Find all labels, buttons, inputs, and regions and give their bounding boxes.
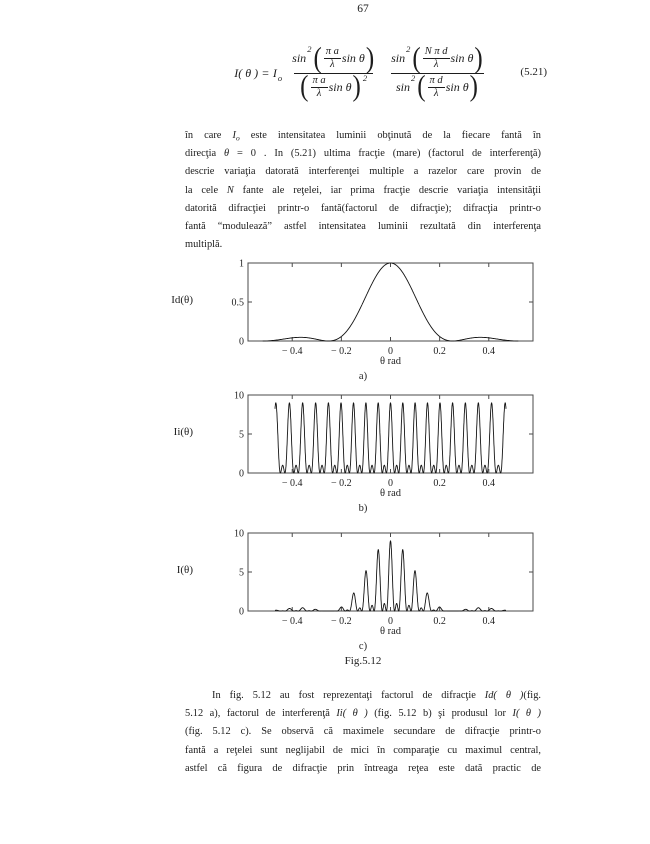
text-run: (fig. xyxy=(523,690,541,701)
plot-box xyxy=(248,263,533,341)
chart-c-ylabel: I(θ) xyxy=(176,564,193,576)
y-tick-label: 0 xyxy=(239,336,244,348)
text-run: fantă “modulează” astfel intensitatea luminii rezultată din interferenţa xyxy=(185,220,541,232)
math-symbol: Ii( θ ) xyxy=(336,708,368,720)
text-run: la cele xyxy=(185,184,227,196)
chart-b-sublabel: b) xyxy=(358,503,368,514)
intensity-function: I( θ ) xyxy=(234,65,259,80)
x-tick-label: 0.4 xyxy=(482,346,496,357)
curve xyxy=(275,541,506,611)
right-paren: ) xyxy=(365,42,375,75)
text-line xyxy=(185,723,541,741)
y-tick-label: 10 xyxy=(234,391,244,402)
text-line xyxy=(185,687,541,705)
exponent: 2 xyxy=(307,44,312,55)
x-tick-label: 0 xyxy=(388,616,393,627)
text-run: este intensitatea luminii obţinută de la fiecare fantă în xyxy=(239,130,541,141)
text-run: (fig. 5.12 c). Se observă că maximele secundare de difracţie printr-o xyxy=(185,726,541,738)
y-tick-label: 5 xyxy=(239,429,244,441)
x-tick-label: − 0.4 xyxy=(281,616,303,627)
text-run: (fig. 5.12 b) şi produsul lor xyxy=(367,708,513,720)
sin: sin xyxy=(391,51,406,66)
x-tick-label: − 0.2 xyxy=(331,346,352,357)
diffraction-factor-fraction xyxy=(287,42,380,104)
x-tick-label: 0.4 xyxy=(482,478,496,489)
x-axis-label: θ rad xyxy=(379,356,402,367)
text-line xyxy=(185,200,541,218)
text-run: în care xyxy=(185,130,233,141)
paragraph-discussion xyxy=(185,687,541,778)
paragraph-intro xyxy=(185,127,541,254)
x-tick-label: − 0.2 xyxy=(331,616,352,627)
y-tick-label: 1 xyxy=(239,259,244,270)
text-line xyxy=(185,236,541,254)
exponent: 2 xyxy=(406,44,411,55)
y-tick-label: 0 xyxy=(239,606,244,618)
inner-fraction: π d λ xyxy=(429,74,443,99)
y-tick-label: 5 xyxy=(239,567,244,579)
text-run: datorită difracţiei printr-o fantă(factorul de difracţie); difracţia printr-o xyxy=(185,202,541,214)
inner-fraction: π a λ xyxy=(312,74,326,99)
text-line xyxy=(185,145,541,163)
plot-box xyxy=(248,395,533,473)
text-run: fante ale reţelei, iar prima fracţie descrie variaţia intensităţii xyxy=(233,184,541,196)
text-line xyxy=(185,705,541,723)
x-tick-label: 0.2 xyxy=(433,616,446,627)
text-run: In fig. 5.12 au fost reprezentaţi factorul de difracţie xyxy=(212,690,485,701)
text-line xyxy=(185,760,541,778)
intensity-coefficient: I xyxy=(272,65,277,80)
x-tick-label: 0 xyxy=(388,478,393,489)
interference-factor-fraction xyxy=(386,42,489,104)
sin-theta: sin θ xyxy=(328,79,352,94)
equation-5-21 xyxy=(185,30,547,116)
x-tick-label: − 0.4 xyxy=(281,478,303,489)
chart-a-diffraction-factor xyxy=(205,259,550,374)
right-paren: ) xyxy=(469,70,478,104)
right-paren: ) xyxy=(474,42,483,75)
math-symbol: Id( θ ) xyxy=(484,690,524,701)
text-run: multiplă. xyxy=(185,239,223,251)
text-line xyxy=(185,127,541,145)
chart-a-ylabel: Id(θ) xyxy=(171,294,193,306)
inner-fraction: N π d λ xyxy=(424,46,448,71)
page-number: 67 xyxy=(357,3,369,15)
x-tick-label: 0 xyxy=(388,346,393,357)
sin: sin xyxy=(395,79,410,94)
curve xyxy=(263,263,519,341)
x-tick-label: 0.2 xyxy=(433,478,446,489)
text-line xyxy=(185,163,541,181)
chart-a-sublabel: a) xyxy=(358,371,368,382)
exponent: 2 xyxy=(410,72,416,83)
chart-c-product xyxy=(205,529,550,644)
right-paren: ) xyxy=(352,70,361,104)
left-paren: ( xyxy=(417,70,426,104)
text-run: descrie variaţia datorată interferenţei multiple a razelor care provin de xyxy=(185,166,541,178)
x-axis-label: θ rad xyxy=(379,488,402,499)
math-symbol: I xyxy=(232,130,236,141)
x-tick-label: 0.4 xyxy=(482,616,496,627)
x-tick-label: 0.2 xyxy=(433,346,446,357)
text-run: 5.12 a), factorul de interferenţă xyxy=(185,708,337,720)
math-symbol: o xyxy=(235,133,240,143)
left-paren: ( xyxy=(412,42,421,75)
x-tick-label: − 0.4 xyxy=(281,346,303,357)
equals-sign: = xyxy=(262,65,269,80)
text-line xyxy=(185,742,541,760)
figure-caption: Fig.5.12 xyxy=(344,655,382,667)
chart-c-sublabel: c) xyxy=(358,641,368,652)
left-paren: ( xyxy=(300,70,309,104)
text-line xyxy=(185,218,541,236)
y-tick-label: 0 xyxy=(239,468,244,480)
curve xyxy=(275,403,506,473)
chart-b-ylabel: Ii(θ) xyxy=(173,426,193,438)
text-run: astfel că figura de difracţie prin întreaga reţea este dată practic de xyxy=(185,762,541,774)
x-axis-label: θ rad xyxy=(379,626,402,637)
left-paren: ( xyxy=(313,42,322,75)
exponent: 2 xyxy=(362,72,368,83)
inner-fraction: π a λ xyxy=(325,46,339,71)
text-run: = 0 . In (5.21) ultima fracţie (mare) (factorul de interferenţă) xyxy=(229,148,541,160)
x-tick-label: − 0.2 xyxy=(331,478,352,489)
math-symbol: θ xyxy=(224,148,230,160)
equation-lhs xyxy=(234,66,284,81)
math-symbol: I( θ ) xyxy=(512,708,541,720)
coefficient-subscript: o xyxy=(277,72,283,83)
text-run: fantă a reţelei sunt neglijabil de mici în comparaţie cu maximul central, xyxy=(185,744,541,756)
text-run: direcţia xyxy=(185,148,225,160)
math-symbol: N xyxy=(226,184,234,196)
chart-b-interference-factor xyxy=(205,391,550,506)
text-line xyxy=(185,182,541,200)
sin: sin xyxy=(292,51,307,66)
plot-box xyxy=(248,533,533,611)
equation-number: (5.21) xyxy=(520,66,547,78)
sin-theta: sin θ xyxy=(445,79,469,94)
y-tick-label: 10 xyxy=(234,529,244,540)
y-tick-label: 0.5 xyxy=(231,297,244,309)
sin-theta: sin θ xyxy=(450,51,474,66)
sin-theta: sin θ xyxy=(341,51,365,66)
